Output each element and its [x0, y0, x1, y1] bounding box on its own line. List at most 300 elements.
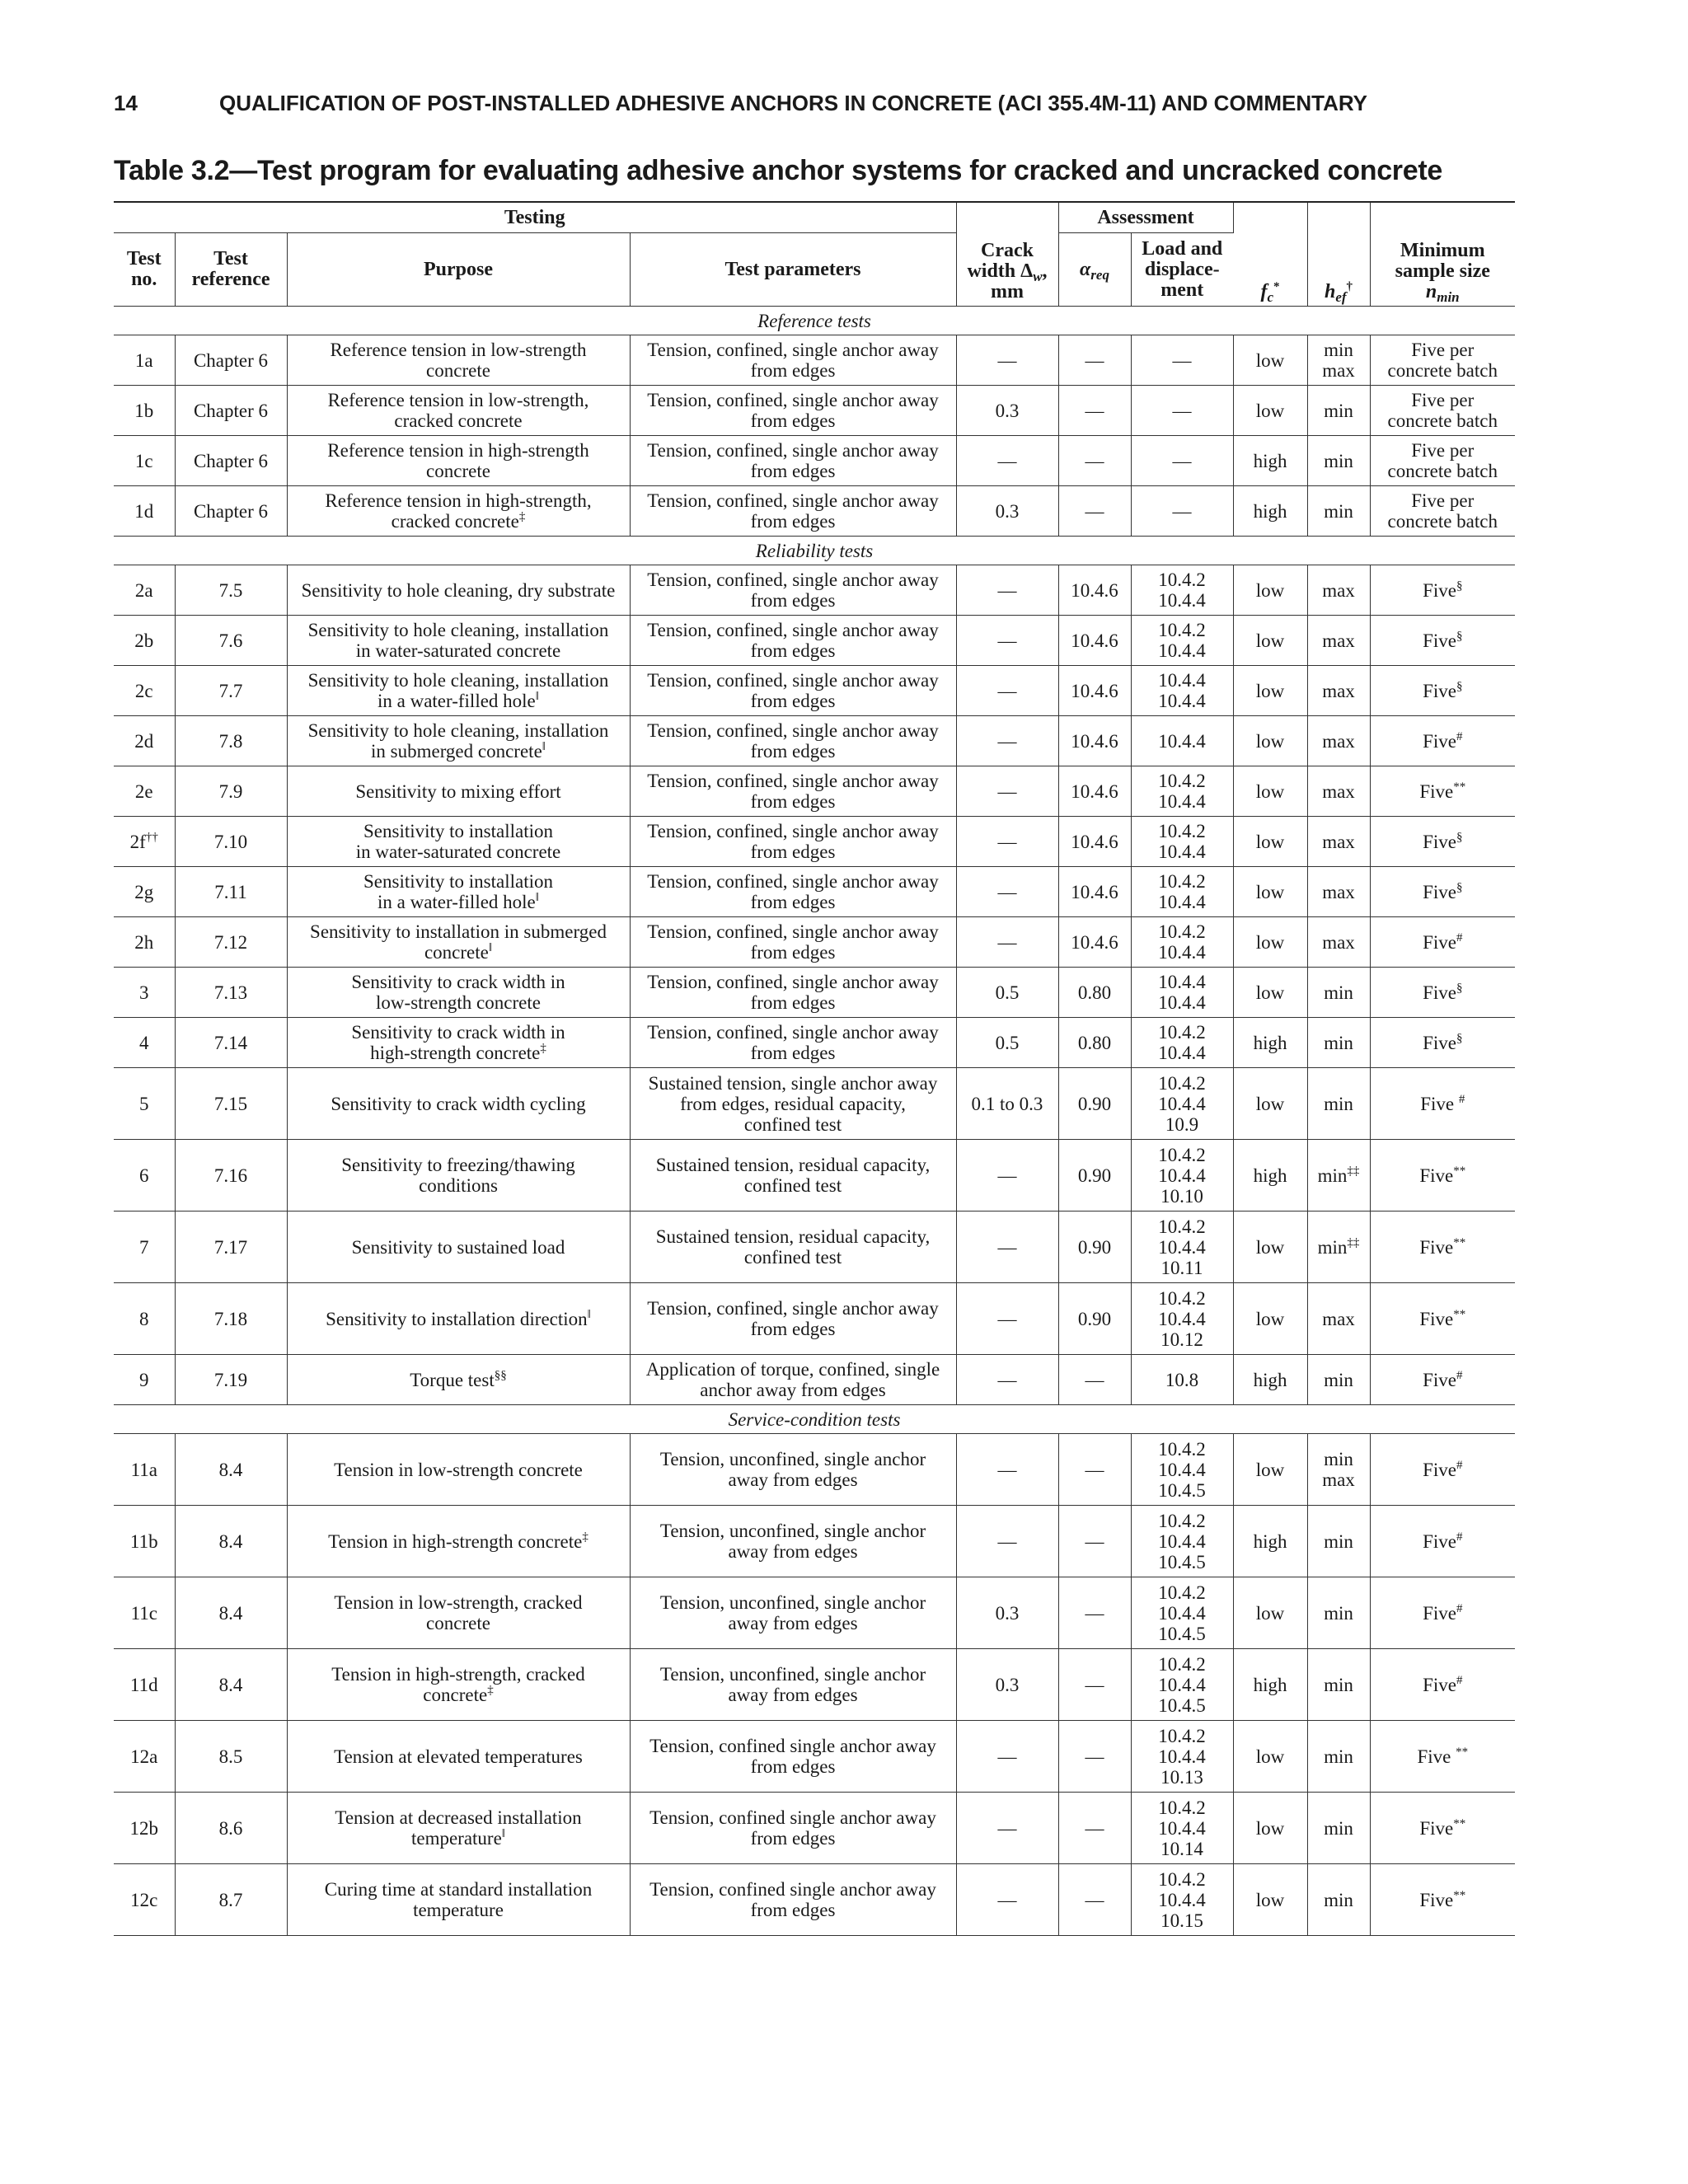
cell-line: Sensitivity to installation: [363, 871, 553, 892]
footnote-mark: ‖: [587, 1307, 591, 1321]
table-row: [114, 1434, 1515, 1506]
test-no: 12b: [129, 1817, 158, 1839]
footnote-mark: ‡‡: [1347, 1164, 1360, 1178]
cell-line: max: [1322, 881, 1355, 902]
cell-line: Tension in low-strength concrete: [334, 1459, 583, 1480]
cell-line: 10.4.5: [1158, 1479, 1206, 1501]
crack-width-cell: —: [956, 1212, 1058, 1283]
test-parameters-cell: [630, 1212, 956, 1283]
cell-line: Tension in low-strength, cracked: [334, 1592, 583, 1613]
hef-cell: [1307, 386, 1370, 436]
crack-width-cell: —: [956, 1721, 1058, 1793]
cell-line: Tension at elevated temperatures: [334, 1746, 583, 1767]
test-no: 11c: [130, 1602, 157, 1624]
cell-line: 10.4.2: [1158, 871, 1206, 892]
cell-line: in a water-filled hole: [377, 691, 536, 711]
running-header: [114, 91, 1581, 116]
cell-line: 10.4.4: [1158, 942, 1206, 963]
sample-size-cell: [1370, 616, 1515, 666]
crack-width-cell: 0.5: [956, 968, 1058, 1018]
sample-size-cell: [1370, 716, 1515, 766]
cell-line: Five: [1423, 630, 1456, 651]
sample-size-cell: [1370, 335, 1515, 386]
alpha-req-cell: 10.4.6: [1058, 867, 1131, 917]
test-reference-cell: 7.7: [175, 666, 287, 716]
test-no: 11d: [129, 1674, 158, 1695]
test-no-cell: [114, 1355, 175, 1405]
cell-line: 10.4.4: [1158, 992, 1206, 1013]
fc-cell: low: [1233, 716, 1307, 766]
test-no: 2f: [129, 831, 146, 852]
cell-line: from edges: [750, 892, 836, 912]
fc-cell: high: [1233, 1018, 1307, 1068]
crack-width-cell: —: [956, 917, 1058, 968]
sample-size-cell: [1370, 1355, 1515, 1405]
test-parameters-cell: [630, 867, 956, 917]
cell-line: Tension, confined, single anchor away: [647, 670, 939, 691]
alpha-req-cell: 0.80: [1058, 1018, 1131, 1068]
crack-width-cell: 0.3: [956, 386, 1058, 436]
cell-line: Sensitivity to hole cleaning, dry substrate: [301, 579, 616, 601]
footnote-mark: ‖: [542, 740, 546, 753]
purpose-cell: [287, 817, 630, 867]
purpose-cell: [287, 1434, 630, 1506]
alpha-req-cell: 0.80: [1058, 968, 1131, 1018]
purpose-cell: [287, 436, 630, 486]
cell-line: concrete: [426, 461, 490, 481]
fc-cell: low: [1233, 666, 1307, 716]
cell-line: min: [1324, 1530, 1353, 1552]
cell-line: from edges: [750, 1828, 836, 1849]
cell-line: Tension, confined, single anchor away: [647, 771, 939, 791]
cell-line: 10.4.5: [1158, 1623, 1206, 1644]
section-title: Reference tests: [114, 307, 1515, 335]
footnote-mark: §: [1456, 1031, 1463, 1045]
test-parameters-cell: [630, 436, 956, 486]
load-displacement-cell: [1131, 1355, 1233, 1405]
table-row: [114, 968, 1515, 1018]
test-no-cell: [114, 565, 175, 616]
test-reference-cell: 8.4: [175, 1649, 287, 1721]
load-displacement-cell: [1131, 1649, 1233, 1721]
sample-size-cell: [1370, 1864, 1515, 1936]
alpha-req-cell: 10.4.6: [1058, 716, 1131, 766]
table-row: [114, 1506, 1515, 1577]
purpose-cell: [287, 1355, 630, 1405]
test-no: 11b: [129, 1530, 158, 1552]
cell-line: Sensitivity to crack width cycling: [331, 1093, 586, 1114]
cell-line: Sensitivity to sustained load: [351, 1236, 565, 1258]
fc-cell: low: [1233, 386, 1307, 436]
cell-line: Tension, confined, single anchor away: [647, 972, 939, 992]
cell-line: concrete batch: [1387, 360, 1498, 381]
crack-width-cell: —: [956, 565, 1058, 616]
test-parameters-cell: [630, 1577, 956, 1649]
cell-line: 10.4.4: [1158, 841, 1206, 862]
cell-line: 10.4.5: [1158, 1694, 1206, 1716]
section-title: Service-condition tests: [114, 1405, 1515, 1434]
crack-width-cell: —: [956, 1434, 1058, 1506]
footnote-mark: **: [1453, 1816, 1466, 1830]
load-displacement-cell: [1131, 1068, 1233, 1140]
crack-width-cell: 0.3: [956, 1649, 1058, 1721]
table-row: [114, 1355, 1515, 1405]
test-parameters-cell: [630, 1140, 956, 1212]
cell-line: 10.4.4: [1158, 1530, 1206, 1552]
cell-line: —: [1172, 450, 1192, 471]
cell-line: Sensitivity to freezing/thawing: [341, 1155, 575, 1175]
cell-line: Torque test: [410, 1369, 495, 1390]
cell-line: 10.4.2: [1158, 1868, 1206, 1890]
test-parameters-cell: [630, 1506, 956, 1577]
cell-line: in submerged concrete: [371, 741, 542, 762]
footnote-mark: ‖: [501, 1827, 506, 1840]
alpha-req-cell: —: [1058, 1649, 1131, 1721]
cell-line: 10.13: [1160, 1766, 1203, 1788]
cell-line: 10.4.4: [1158, 640, 1206, 661]
test-parameters-cell: [630, 1434, 956, 1506]
test-parameters-cell: [630, 486, 956, 537]
test-no-cell: [114, 335, 175, 386]
cell-line: Tension, unconfined, single anchor: [659, 1664, 926, 1685]
section-title: Reliability tests: [114, 537, 1515, 565]
table-row: [114, 766, 1515, 817]
table-row: [114, 1018, 1515, 1068]
section-row: [114, 537, 1515, 565]
test-no: 3: [139, 982, 149, 1003]
cell-line: min: [1324, 982, 1353, 1003]
cell-line: from edges: [750, 640, 836, 661]
purpose-cell: [287, 1018, 630, 1068]
hef-cell: [1307, 1283, 1370, 1355]
crack-width-cell: —: [956, 616, 1058, 666]
table-row: [114, 1864, 1515, 1936]
footnote-mark: #: [1456, 1458, 1463, 1472]
cell-line: Sensitivity to hole cleaning, installation: [307, 620, 609, 640]
test-no-cell: [114, 666, 175, 716]
purpose-cell: [287, 386, 630, 436]
fc-cell: low: [1233, 968, 1307, 1018]
cell-line: Tension in high-strength concrete: [328, 1530, 583, 1552]
cell-line: Five: [1419, 1165, 1454, 1186]
cell-line: Sensitivity to installation in submerged: [310, 921, 607, 942]
test-reference-cell: 7.18: [175, 1283, 287, 1355]
cell-line: Sensitivity to hole cleaning, installation: [307, 670, 609, 691]
test-no-cell: [114, 1721, 175, 1793]
test-no-cell: [114, 1434, 175, 1506]
hef-cell: [1307, 565, 1370, 616]
footnote-mark: **: [1453, 1888, 1466, 1902]
cell-line: min: [1324, 1674, 1353, 1695]
table-row: [114, 616, 1515, 666]
purpose-cell: [287, 565, 630, 616]
cell-line: Five per: [1411, 390, 1475, 410]
load-displacement-cell: [1131, 1721, 1233, 1793]
footnote-mark: **: [1453, 1235, 1466, 1249]
crack-width-header: Crack width $\Delta_w$, mm: [956, 202, 1058, 307]
fc-cell: low: [1233, 1721, 1307, 1793]
test-no-cell: [114, 1283, 175, 1355]
sample-size-cell: [1370, 666, 1515, 716]
purpose-cell: [287, 766, 630, 817]
cell-line: min: [1324, 1817, 1353, 1839]
hef-cell: [1307, 1649, 1370, 1721]
load-displacement-cell: [1131, 1212, 1233, 1283]
cell-line: Tension, confined, single anchor away: [647, 340, 939, 360]
crack-width-cell: 0.5: [956, 1018, 1058, 1068]
footnote-mark: #: [1456, 1601, 1463, 1615]
footnote-mark: #: [1456, 1530, 1463, 1544]
fc-cell: low: [1233, 565, 1307, 616]
sample-size-cell: [1370, 867, 1515, 917]
crack-width-cell: —: [956, 666, 1058, 716]
footnote-mark: ‖: [535, 891, 539, 904]
test-no: 1c: [134, 450, 153, 471]
hef-cell: [1307, 1140, 1370, 1212]
test-no: 7: [139, 1236, 149, 1258]
cell-line: from edges: [750, 1900, 836, 1920]
footnote-mark: §: [1456, 679, 1463, 693]
test-no-cell: [114, 817, 175, 867]
table-title: Table 3.2—Test program for evaluating adhesive anchor systems for cracked and uncracked concrete: [114, 155, 1442, 186]
cell-line: 10.15: [1160, 1910, 1203, 1931]
hef-cell: [1307, 968, 1370, 1018]
purpose-cell: [287, 616, 630, 666]
load-displacement-cell: [1131, 1793, 1233, 1864]
cell-line: 10.4.4: [1158, 1236, 1206, 1258]
test-no-cell: [114, 1649, 175, 1721]
cell-line: min: [1324, 1032, 1353, 1053]
cell-line: Sensitivity to mixing effort: [355, 780, 561, 802]
cell-line: min: [1317, 1165, 1348, 1186]
load-displacement-header: Load and displace- ment: [1131, 233, 1233, 307]
purpose-cell: [287, 867, 630, 917]
purpose-cell: [287, 1140, 630, 1212]
test-parameters-cell: [630, 335, 956, 386]
footnote-mark: §: [1456, 579, 1463, 593]
table-row: [114, 565, 1515, 616]
purpose-cell: [287, 1212, 630, 1283]
fc-cell: high: [1233, 436, 1307, 486]
cell-line: 10.4.2: [1158, 620, 1206, 640]
sample-size-cell: [1370, 1577, 1515, 1649]
cell-line: max: [1322, 360, 1355, 381]
cell-line: concrete batch: [1387, 511, 1498, 532]
test-program-table: [114, 201, 1515, 1936]
crack-width-cell: —: [956, 716, 1058, 766]
test-no: 4: [139, 1032, 149, 1053]
test-no-cell: [114, 1212, 175, 1283]
hef-cell: [1307, 1793, 1370, 1864]
test-reference-cell: 7.19: [175, 1355, 287, 1405]
table-row: [114, 1793, 1515, 1864]
sample-size-cell: [1370, 1506, 1515, 1577]
cell-line: Five: [1423, 1032, 1456, 1053]
purpose-cell: [287, 1506, 630, 1577]
test-parameters-cell: [630, 1283, 956, 1355]
cell-line: Five per: [1411, 440, 1475, 461]
cell-line: Tension, confined, single anchor away: [647, 569, 939, 590]
cell-line: Reference tension in high-strength,: [325, 490, 592, 511]
alpha-req-cell: 10.4.6: [1058, 817, 1131, 867]
footnote-mark: #: [1456, 930, 1463, 944]
cell-line: Five: [1419, 1889, 1454, 1910]
cell-line: Tension, confined, single anchor away: [647, 1298, 939, 1319]
footnote-mark: #: [1456, 1368, 1463, 1382]
test-no-cell: [114, 1068, 175, 1140]
fc-cell: low: [1233, 817, 1307, 867]
test-reference-cell: 8.4: [175, 1577, 287, 1649]
table-row: [114, 335, 1515, 386]
test-reference-cell: 8.4: [175, 1434, 287, 1506]
cell-line: 10.4.2: [1158, 1022, 1206, 1043]
test-reference-cell: 8.4: [175, 1506, 287, 1577]
cell-line: from edges: [750, 791, 836, 812]
alpha-req-cell: —: [1058, 1577, 1131, 1649]
cell-line: 10.4.4: [1158, 1459, 1206, 1480]
sample-size-cell: [1370, 968, 1515, 1018]
purpose-cell: [287, 486, 630, 537]
crack-width-cell: —: [956, 1140, 1058, 1212]
test-reference-cell: 7.8: [175, 716, 287, 766]
alpha-req-cell: —: [1058, 1506, 1131, 1577]
section-row: [114, 1405, 1515, 1434]
cell-line: from edges: [750, 360, 836, 381]
test-reference-cell: Chapter 6: [175, 436, 287, 486]
cell-line: conditions: [419, 1175, 498, 1196]
alpha-req-cell: 10.4.6: [1058, 565, 1131, 616]
cell-line: concrete: [424, 942, 489, 963]
hef-cell: [1307, 1212, 1370, 1283]
purpose-cell: [287, 1649, 630, 1721]
purpose-cell: [287, 1721, 630, 1793]
cell-line: 10.4.4: [1158, 1165, 1206, 1186]
crack-width-cell: —: [956, 1283, 1058, 1355]
table-body: [114, 307, 1515, 1936]
test-reference-cell: 7.11: [175, 867, 287, 917]
table-row: [114, 1283, 1515, 1355]
testing-group-header: Testing: [114, 202, 956, 233]
hef-cell: [1307, 917, 1370, 968]
cell-line: max: [1322, 630, 1355, 651]
cell-line: from edges: [750, 1043, 836, 1063]
cell-line: concrete: [426, 360, 490, 381]
cell-line: min: [1324, 1093, 1353, 1114]
cell-line: Tension, confined, single anchor away: [647, 440, 939, 461]
test-no: 1a: [134, 349, 153, 371]
test-parameters-cell: [630, 817, 956, 867]
sample-size-cell: [1370, 1283, 1515, 1355]
cell-line: Sensitivity to hole cleaning, installation: [307, 720, 609, 741]
cell-line: confined test: [743, 1247, 842, 1268]
crack-width-cell: —: [956, 436, 1058, 486]
test-no-cell: [114, 766, 175, 817]
test-reference-cell: 8.5: [175, 1721, 287, 1793]
test-parameters-cell: [630, 968, 956, 1018]
crack-width-cell: 0.1 to 0.3: [956, 1068, 1058, 1140]
page-number: 14: [114, 91, 138, 115]
cell-line: 10.4.2: [1158, 1510, 1206, 1531]
cell-line: cracked concrete: [391, 511, 519, 532]
cell-line: min: [1324, 1602, 1353, 1624]
sample-size-cell: [1370, 1721, 1515, 1793]
fc-cell: low: [1233, 616, 1307, 666]
crack-width-cell: —: [956, 817, 1058, 867]
alpha-req-cell: —: [1058, 386, 1131, 436]
cell-line: away from edges: [728, 1613, 858, 1633]
test-no: 8: [139, 1308, 149, 1329]
cell-line: 10.4.4: [1158, 1817, 1206, 1839]
test-no: 2c: [134, 680, 153, 701]
cell-line: min: [1324, 500, 1353, 522]
cell-line: Five: [1423, 931, 1456, 953]
cell-line: 10.4.4: [1158, 1746, 1206, 1767]
fc-cell: low: [1233, 1793, 1307, 1864]
test-no: 1d: [134, 500, 154, 522]
footnote-mark: **: [1453, 1307, 1466, 1321]
load-displacement-cell: [1131, 386, 1233, 436]
cell-line: Sustained tension, residual capacity,: [655, 1155, 931, 1175]
table-row: [114, 486, 1515, 537]
fc-cell: low: [1233, 1434, 1307, 1506]
purpose-cell: [287, 335, 630, 386]
sample-size-cell: [1370, 1212, 1515, 1283]
hef-cell: [1307, 1864, 1370, 1936]
footnote-mark: **: [1456, 1745, 1469, 1759]
purpose-cell: [287, 968, 630, 1018]
test-parameters-cell: [630, 1068, 956, 1140]
load-displacement-cell: [1131, 917, 1233, 968]
cell-line: temperature: [413, 1900, 504, 1920]
cell-line: Tension, confined, single anchor away: [647, 921, 939, 942]
cell-line: Tension, confined, single anchor away: [647, 871, 939, 892]
test-parameters-cell: [630, 766, 956, 817]
sample-size-cell: [1370, 1068, 1515, 1140]
hef-cell: [1307, 1018, 1370, 1068]
test-parameters-cell: [630, 386, 956, 436]
cell-line: Tension, confined single anchor away: [649, 1879, 936, 1900]
table-row: [114, 1577, 1515, 1649]
test-reference-cell: 7.15: [175, 1068, 287, 1140]
test-no-cell: [114, 968, 175, 1018]
alpha-req-cell: —: [1058, 486, 1131, 537]
alpha-req-cell: —: [1058, 1434, 1131, 1506]
crack-width-cell: 0.3: [956, 486, 1058, 537]
cell-line: 10.4.2: [1158, 1438, 1206, 1460]
test-no-cell: [114, 1577, 175, 1649]
cell-line: high-strength concrete: [370, 1043, 541, 1063]
test-no: 2b: [134, 630, 154, 651]
footnote-mark: ‡: [540, 1042, 546, 1055]
test-reference-cell: Chapter 6: [175, 386, 287, 436]
sample-size-cell: [1370, 1140, 1515, 1212]
cell-line: in a water-filled hole: [377, 892, 536, 912]
cell-line: Five: [1419, 1308, 1454, 1329]
hef-cell: [1307, 486, 1370, 537]
assessment-group-header: Assessment: [1058, 202, 1233, 233]
table-row: [114, 666, 1515, 716]
hef-cell: [1307, 1434, 1370, 1506]
footnote-mark: **: [1453, 1164, 1466, 1178]
test-parameters-cell: [630, 716, 956, 766]
test-reference-cell: 7.6: [175, 616, 287, 666]
test-parameters-cell: [630, 1018, 956, 1068]
cell-line: low-strength concrete: [376, 992, 541, 1013]
cell-line: Five: [1423, 1674, 1456, 1695]
test-no-cell: [114, 1140, 175, 1212]
hef-cell: [1307, 436, 1370, 486]
table-row: [114, 1068, 1515, 1140]
